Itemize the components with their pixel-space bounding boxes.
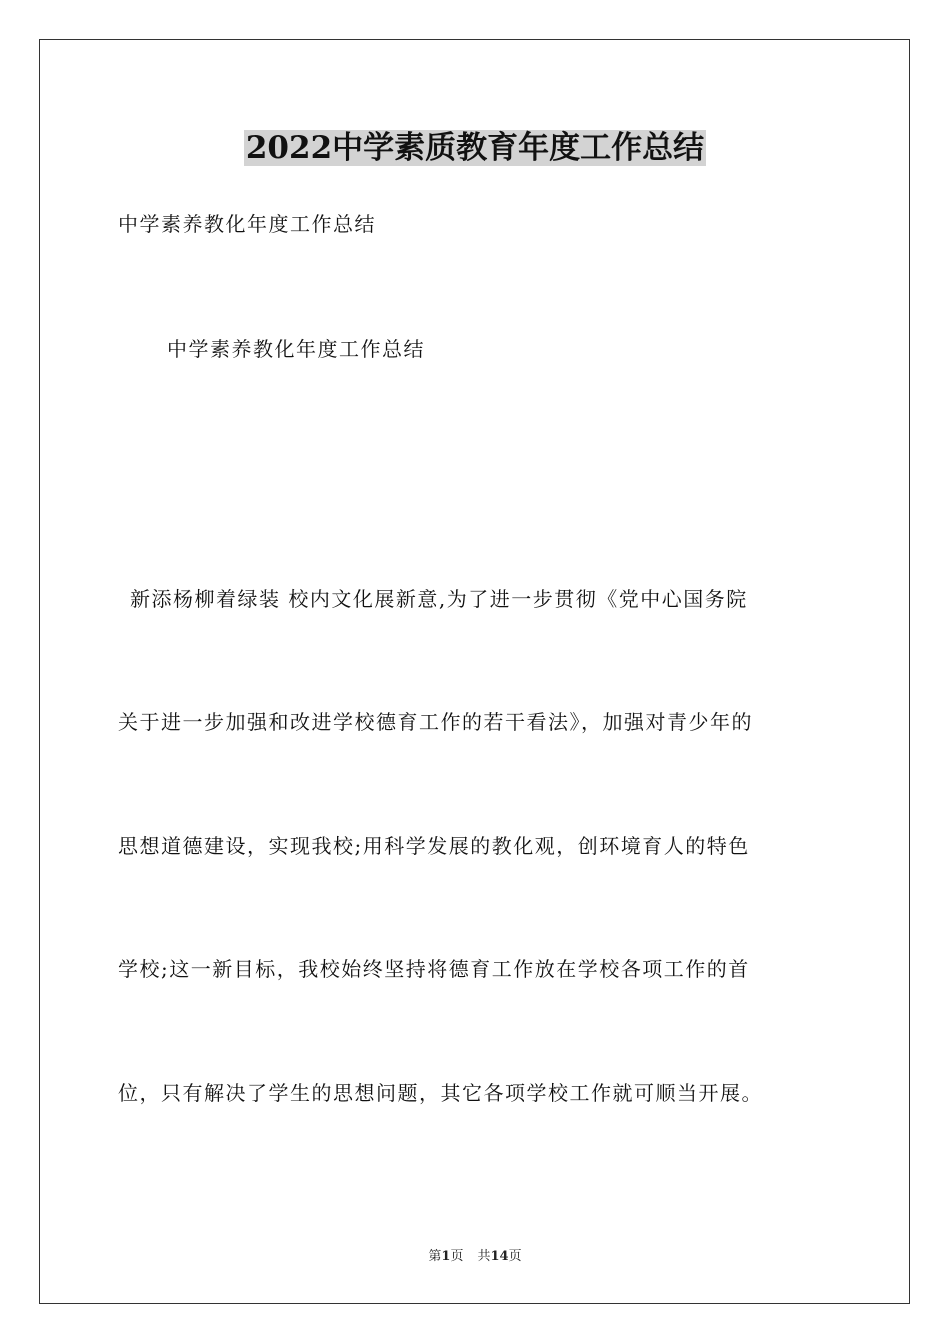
body-line-4: 学校;这一新目标，我校始终坚持将德育工作放在学校各项工作的首 [118,957,750,981]
body-line-2: 关于进一步加强和改进学校德育工作的若干看法》，加强对青少年的 [118,710,753,734]
body-line-5: 位，只有解决了学生的思想问题，其它各项学校工作就可顺当开展。 [118,1081,763,1105]
total-prefix: 共 [477,1249,491,1264]
page-number: 1 [441,1249,451,1264]
document-title [0,126,950,170]
document-title-text: 2022中学素质教育年度工作总结 [245,130,705,166]
total-pages: 14 [490,1249,509,1264]
document-subtitle-indented: 中学素养教化年度工作总结 [167,337,425,361]
body-line-3: 思想道德建设，实现我校;用科学发展的教化观，创环境育人的特色 [118,834,750,858]
page-suffix: 页 [450,1249,464,1264]
page-prefix: 第 [428,1249,442,1264]
page-footer [0,1248,950,1266]
total-suffix: 页 [508,1249,522,1264]
body-line-1: 新添杨柳着绿装 校内文化展新意,为了进一步贯彻《党中心国务院 [130,587,748,611]
document-subtitle: 中学素养教化年度工作总结 [118,212,376,236]
